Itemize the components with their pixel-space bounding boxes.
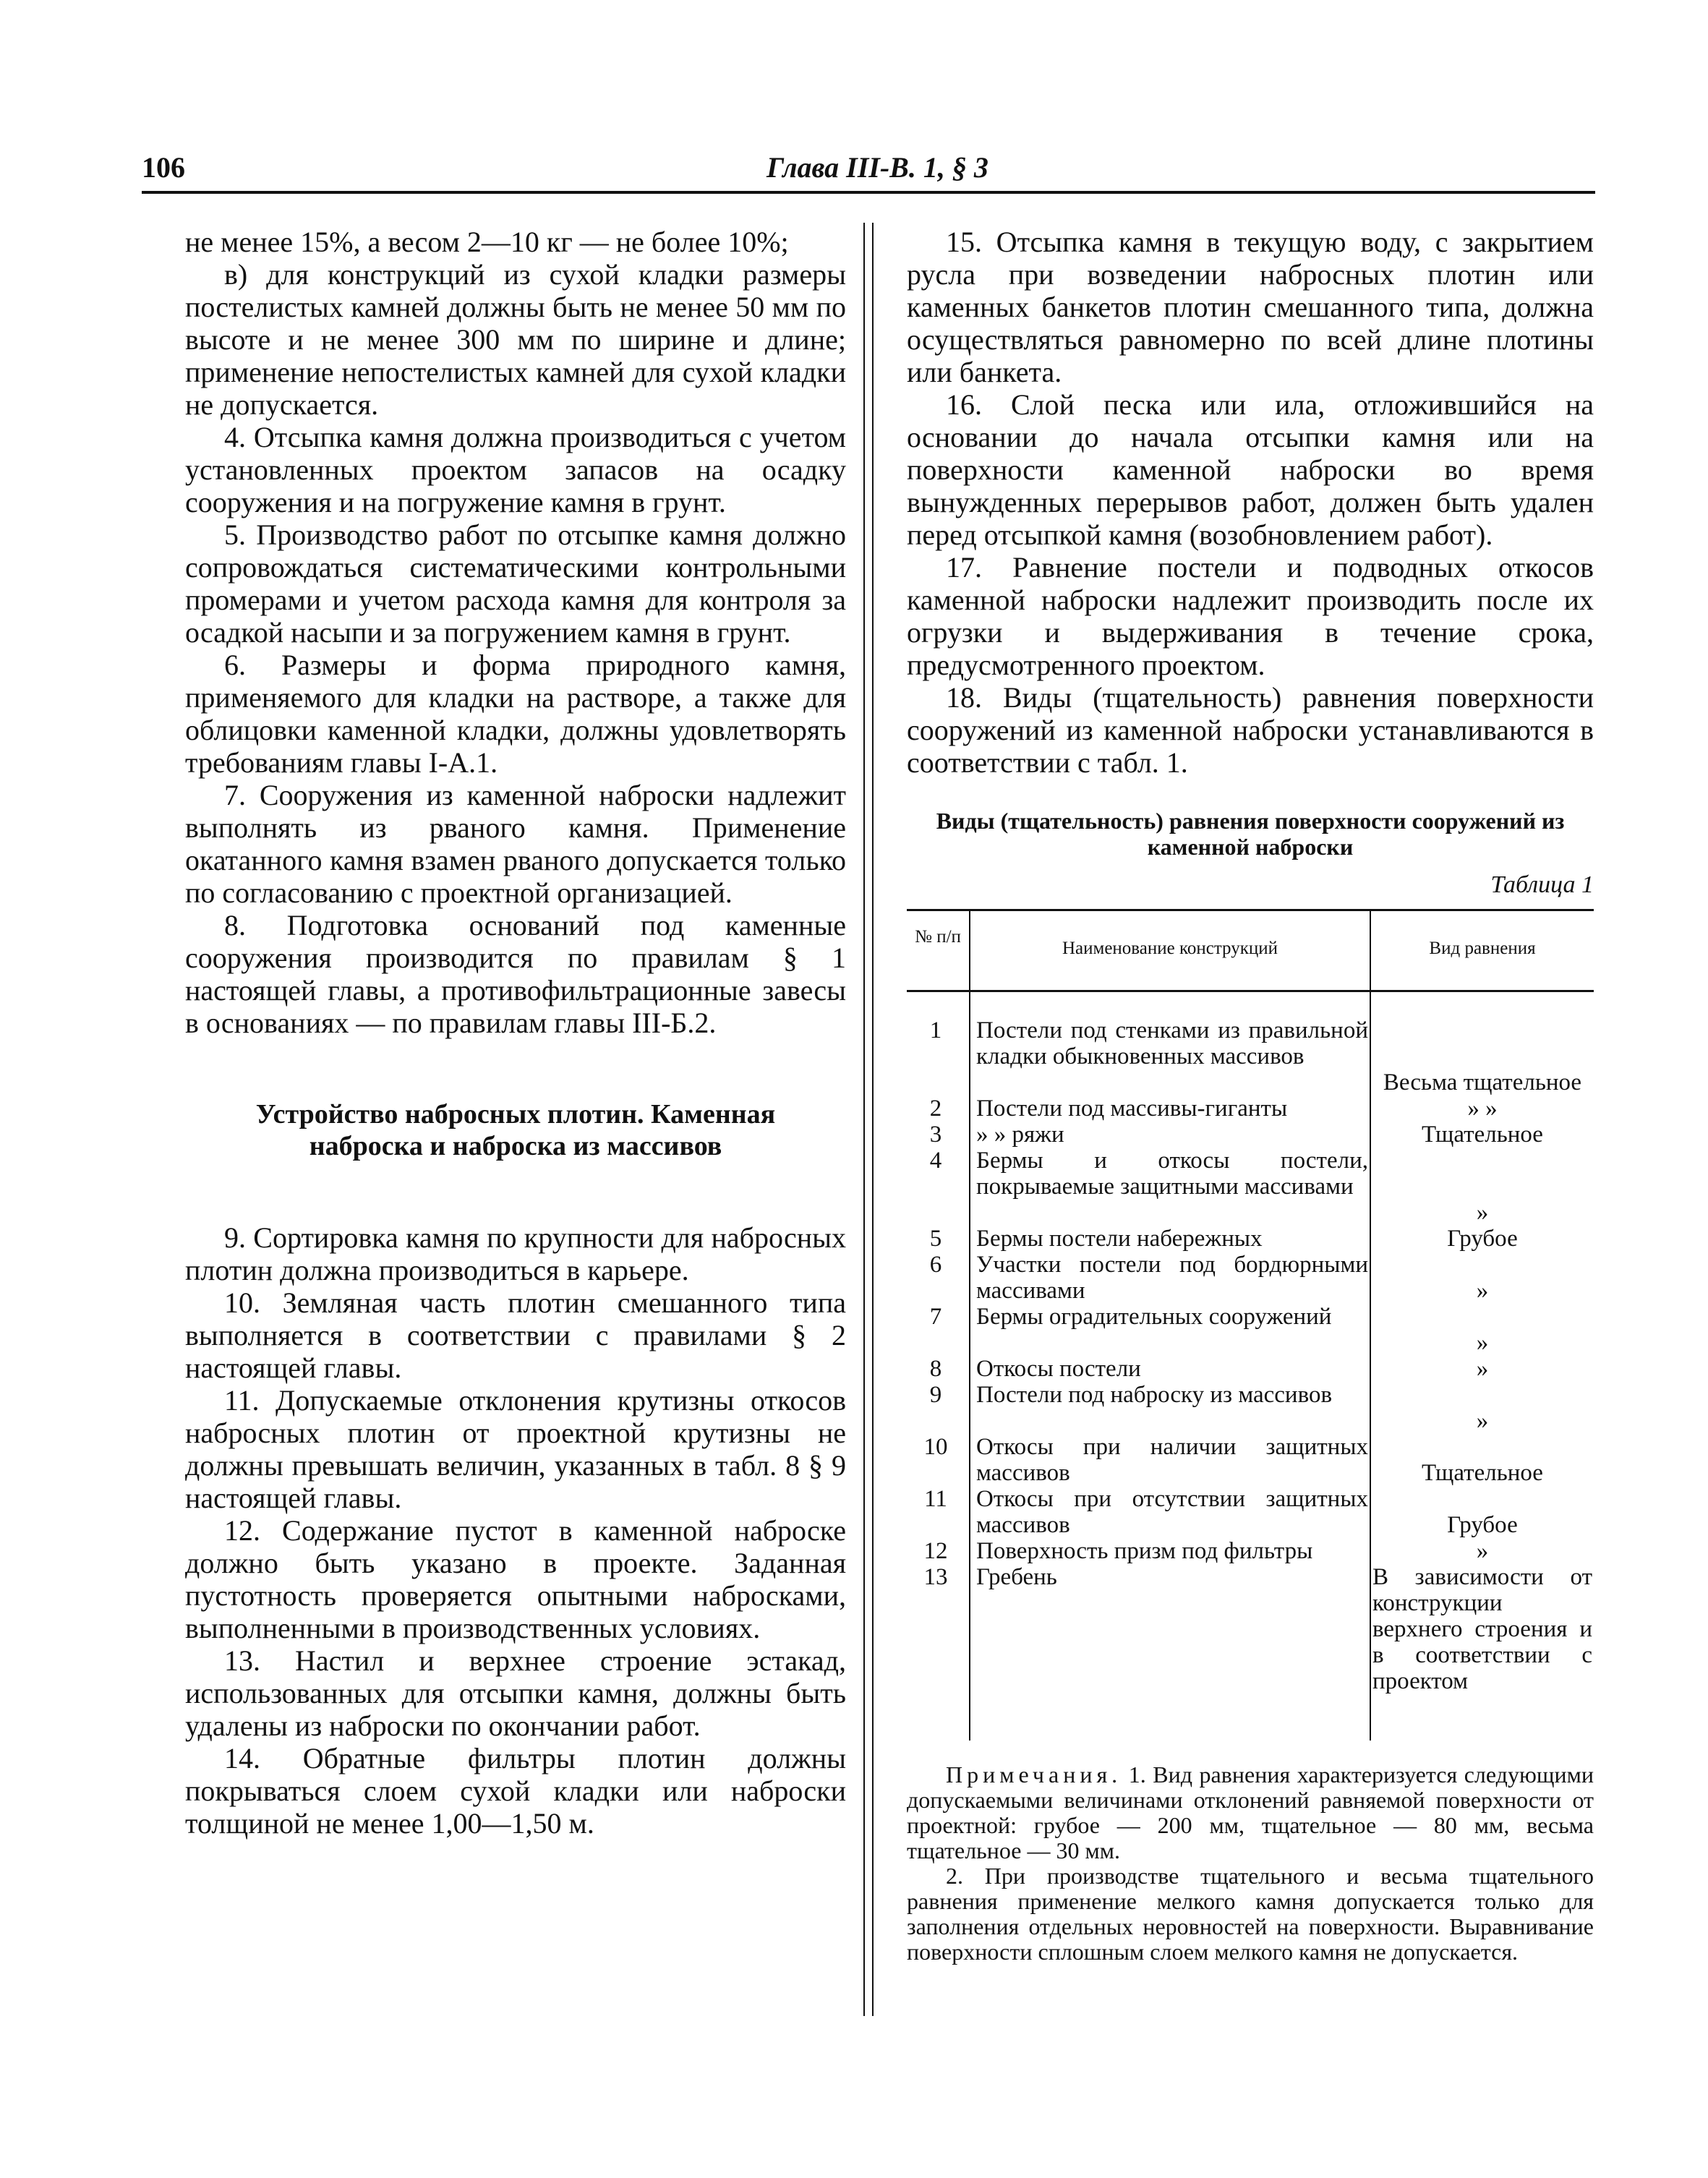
- row-name: Бермы оградительных сооружений: [976, 1304, 1332, 1330]
- row-vid: Тщательное: [1422, 1122, 1543, 1148]
- row-name: Гребень: [976, 1564, 1057, 1590]
- row-num: 1: [929, 1017, 942, 1043]
- section-heading: Устройство набросных плотин. Каменная наброска и наброска из массивов: [255, 1099, 776, 1161]
- table: [907, 909, 1594, 1741]
- paragraph-18: 18. Виды (тщательность) равнения поверхности сооружений из каменной наброски устанавливаются в соответствии с табл. 1.: [907, 681, 1594, 779]
- paragraph-10: 10. Земляная часть плотин смешанного типа выполняется в соответствии с правилами § 2 настоящей главы.: [185, 1286, 846, 1384]
- header-rule: [142, 191, 1595, 194]
- row-vid: »: [1476, 1200, 1489, 1226]
- table-header-num: № п/п: [915, 927, 961, 947]
- paragraph-17: 17. Равнение постели и подводных откосов каменной наброски надлежит производить после их огрузки и выдерживания в течение срока, предусмотренного проектом.: [907, 551, 1594, 681]
- row-num: 12: [923, 1538, 948, 1564]
- row-name: » » ряжи: [976, 1122, 1064, 1148]
- table-col-divider-2: [1370, 909, 1371, 1741]
- row-num: 10: [923, 1434, 948, 1460]
- row-vid: Грубое: [1447, 1512, 1518, 1538]
- paragraph-12: 12. Содержание пустот в каменной наброске должно быть указано в проекте. Заданная пустотность проверяется опытными набросками, выполненными в производственных условиях.: [185, 1514, 846, 1644]
- row-num: 2: [929, 1096, 942, 1122]
- paragraph-16: 16. Слой песка или ила, отложившийся на основании до начала отсыпки камня или на поверхности каменной наброски во время вынужденных перерывов работ, должен быть удален перед отсыпкой камня (возобновлением работ).: [907, 388, 1594, 551]
- row-vid: »: [1476, 1330, 1489, 1356]
- row-name: Постели под стенками из правильной кладки обыкновенных массивов: [976, 1017, 1368, 1069]
- table-header-vid: Вид равнения: [1429, 939, 1536, 958]
- column-divider-second: [872, 223, 874, 2016]
- running-header: Глава III-В. 1, § 3: [767, 151, 988, 184]
- row-name: Бермы и откосы постели, покрываемые защитными массивами: [976, 1148, 1368, 1200]
- note-1: 1. Вид равнения характеризуется следующими допускаемыми величинами отклонений равняемой поверхности от проектной: грубое — 200 мм, тщательное — 80 мм, весьма тщательное — 30 мм.: [907, 1761, 1594, 1863]
- row-vid: »: [1476, 1278, 1489, 1304]
- row-vid: »: [1476, 1408, 1489, 1434]
- paragraph-9: 9. Сортировка камня по крупности для набросных плотин должна производиться в карьере.: [185, 1221, 846, 1286]
- row-name: Постели под наброску из массивов: [976, 1382, 1333, 1408]
- page-number: 106: [142, 151, 185, 184]
- table-title: Виды (тщательность) равнения поверхности сооружений из каменной наброски: [936, 808, 1565, 860]
- note-2: 2. При производстве тщательного и весьма тщательного равнения применение мелкого камня допускается только для заполнения отдельных неровностей на поверхности. Выравнивание поверхности сплошным слоем мелкого камня не допускается.: [907, 1863, 1594, 1965]
- paragraph-3v: в) для конструкций из сухой кладки размеры постелистых камней должны быть не менее 50 мм по высоте и не менее 300 мм по ширине и длине; применение непостелистых камней для сухой кладки не допускается.: [185, 258, 846, 421]
- row-name: Бермы постели набережных: [976, 1226, 1263, 1252]
- row-num: 11: [924, 1486, 947, 1512]
- row-num: 3: [929, 1122, 942, 1148]
- row-vid: » »: [1467, 1096, 1498, 1122]
- table-top-rule: [907, 909, 1594, 911]
- row-num: 13: [923, 1564, 948, 1590]
- row-vid: Грубое: [1447, 1226, 1518, 1252]
- paragraph-14: 14. Обратные фильтры плотин должны покрываться слоем сухой кладки или наброски толщиной не менее 1,00—1,50 м.: [185, 1742, 846, 1840]
- paragraph-8: 8. Подготовка оснований под каменные сооружения производится по правилам § 1 настоящей главы, а противофильтрационные завесы в основаниях — по правилам главы III-Б.2.: [185, 909, 846, 1039]
- row-num: 4: [929, 1148, 942, 1174]
- row-name: Откосы постели: [976, 1356, 1141, 1382]
- row-vid: Весьма тщательное: [1383, 1069, 1582, 1096]
- row-vid: »: [1476, 1356, 1489, 1382]
- row-vid: В зависимости от конструкции верхнего строения и в соответствии с проектом: [1372, 1564, 1592, 1694]
- paragraph-4: 4. Отсыпка камня должна производиться с учетом установленных проектом запасов на осадку сооружения и на погружение камня в грунт.: [185, 421, 846, 518]
- row-num: 5: [929, 1226, 942, 1252]
- row-num: 7: [929, 1304, 942, 1330]
- row-name: Постели под массивы-гиганты: [976, 1096, 1288, 1122]
- paragraph-5: 5. Производство работ по отсыпке камня должно сопровождаться систематическими контрольными промерами и учетом расхода камня для контроля за осадкой насыпи и за погружением камня в грунт.: [185, 518, 846, 649]
- row-num: 9: [929, 1382, 942, 1408]
- table-header-rule: [907, 990, 1594, 992]
- paragraph-13: 13. Настил и верхнее строение эстакад, использованных для отсыпки камня, должны быть удалены из наброски по окончании работ.: [185, 1644, 846, 1742]
- left-column: [185, 226, 846, 1840]
- row-vid: Тщательное: [1422, 1460, 1543, 1486]
- right-column: [907, 226, 1594, 1965]
- row-vid: »: [1476, 1538, 1489, 1564]
- paragraph-11: 11. Допускаемые отклонения крутизны откосов набросных плотин от проектной крутизны не должны превышать величин, указанных в табл. 8 § 9 настоящей главы.: [185, 1384, 846, 1514]
- notes-label: Примечания.: [946, 1761, 1122, 1788]
- row-name: Поверхность призм под фильтры: [976, 1538, 1313, 1564]
- table-header-name: Наименование конструкций: [1062, 939, 1278, 958]
- row-name: Участки постели под бордюрными массивами: [976, 1252, 1368, 1304]
- table-label: Таблица 1: [1490, 871, 1594, 898]
- table-col-divider-1: [969, 909, 970, 1741]
- row-num: 6: [929, 1252, 942, 1278]
- paragraph-6: 6. Размеры и форма природного камня, применяемого для кладки на растворе, а также для облицовки каменной кладки, должны удовлетворять требованиям главы I-А.1.: [185, 649, 846, 779]
- paragraph-continuation: не менее 15%, а весом 2—10 кг — не более 10%;: [185, 226, 789, 258]
- column-divider: [863, 223, 865, 2016]
- row-num: 8: [929, 1356, 942, 1382]
- paragraph-15: 15. Отсыпка камня в текущую воду, с закрытием русла при возведении набросных плотин или каменных банкетов плотин смешанного типа, должна осуществляться равномерно по всей длине плотины или банкета.: [907, 226, 1594, 388]
- row-name: Откосы при наличии защитных массивов: [976, 1434, 1368, 1486]
- table-notes: [907, 1762, 1594, 1965]
- row-name: Откосы при отсутствии защитных массивов: [976, 1486, 1368, 1538]
- paragraph-7: 7. Сооружения из каменной наброски надлежит выполнять из рваного камня. Применение окатанного камня взамен рваного допускается только по согласованию с проектной организацией.: [185, 779, 846, 909]
